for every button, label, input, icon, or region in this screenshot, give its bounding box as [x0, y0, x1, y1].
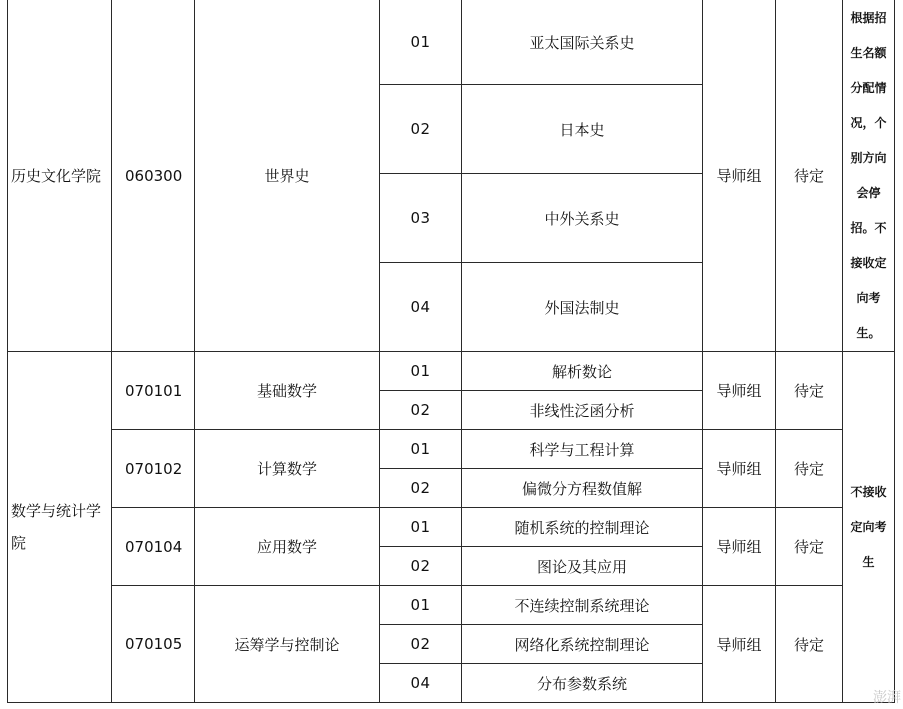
table-row — [8, 352, 895, 391]
table-row — [8, 586, 895, 625]
direction-name-cell: 日本史 — [462, 85, 703, 174]
note-cell: 根据招生名额分配情况，个别方向会停招。不接收定向考生。 — [843, 0, 895, 352]
direction-number-cell: 01 — [380, 430, 462, 469]
major-code-cell: 070102 — [112, 430, 195, 508]
direction-number-cell: 04 — [380, 263, 462, 352]
major-name-cell: 世界史 — [195, 0, 380, 352]
mentor-cell: 导师组 — [703, 352, 776, 430]
major-name-cell: 应用数学 — [195, 508, 380, 586]
major-code-cell: 070105 — [112, 586, 195, 703]
direction-name-cell: 解析数论 — [462, 352, 703, 391]
direction-number-cell: 03 — [380, 174, 462, 263]
watermark: 澎湃 — [873, 690, 901, 706]
direction-number-cell: 02 — [380, 625, 462, 664]
mentor-cell: 导师组 — [703, 0, 776, 352]
status-cell: 待定 — [776, 352, 843, 430]
status-cell: 待定 — [776, 586, 843, 703]
direction-name-cell: 随机系统的控制理论 — [462, 508, 703, 547]
direction-number-cell: 02 — [380, 469, 462, 508]
status-cell: 待定 — [776, 0, 843, 352]
direction-name-cell: 外国法制史 — [462, 263, 703, 352]
direction-name-cell: 图论及其应用 — [462, 547, 703, 586]
major-name-cell: 计算数学 — [195, 430, 380, 508]
major-code-cell: 070104 — [112, 508, 195, 586]
direction-name-cell: 偏微分方程数值解 — [462, 469, 703, 508]
direction-name-cell: 网络化系统控制理论 — [462, 625, 703, 664]
mentor-cell: 导师组 — [703, 586, 776, 703]
mentor-cell: 导师组 — [703, 430, 776, 508]
direction-number-cell: 02 — [380, 391, 462, 430]
direction-number-cell: 02 — [380, 547, 462, 586]
table-row — [8, 0, 895, 85]
college-cell: 历史文化学院 — [8, 0, 112, 352]
status-cell: 待定 — [776, 508, 843, 586]
direction-name-cell: 亚太国际关系史 — [462, 0, 703, 85]
direction-number-cell: 01 — [380, 352, 462, 391]
direction-name-cell: 不连续控制系统理论 — [462, 586, 703, 625]
major-code-cell: 060300 — [112, 0, 195, 352]
direction-number-cell: 01 — [380, 0, 462, 85]
direction-name-cell: 分布参数系统 — [462, 664, 703, 703]
status-cell: 待定 — [776, 430, 843, 508]
table-row — [8, 430, 895, 469]
major-name-cell: 基础数学 — [195, 352, 380, 430]
direction-name-cell: 非线性泛函分析 — [462, 391, 703, 430]
major-code-cell: 070101 — [112, 352, 195, 430]
direction-name-cell: 科学与工程计算 — [462, 430, 703, 469]
enrollment-table — [7, 0, 895, 703]
direction-number-cell: 04 — [380, 664, 462, 703]
direction-number-cell: 01 — [380, 586, 462, 625]
direction-number-cell: 02 — [380, 85, 462, 174]
college-cell: 数学与统计学院 — [8, 352, 112, 703]
direction-name-cell: 中外关系史 — [462, 174, 703, 263]
table-row — [8, 508, 895, 547]
note-cell: 不接收定向考生 — [843, 352, 895, 703]
direction-number-cell: 01 — [380, 508, 462, 547]
major-name-cell: 运筹学与控制论 — [195, 586, 380, 703]
mentor-cell: 导师组 — [703, 508, 776, 586]
